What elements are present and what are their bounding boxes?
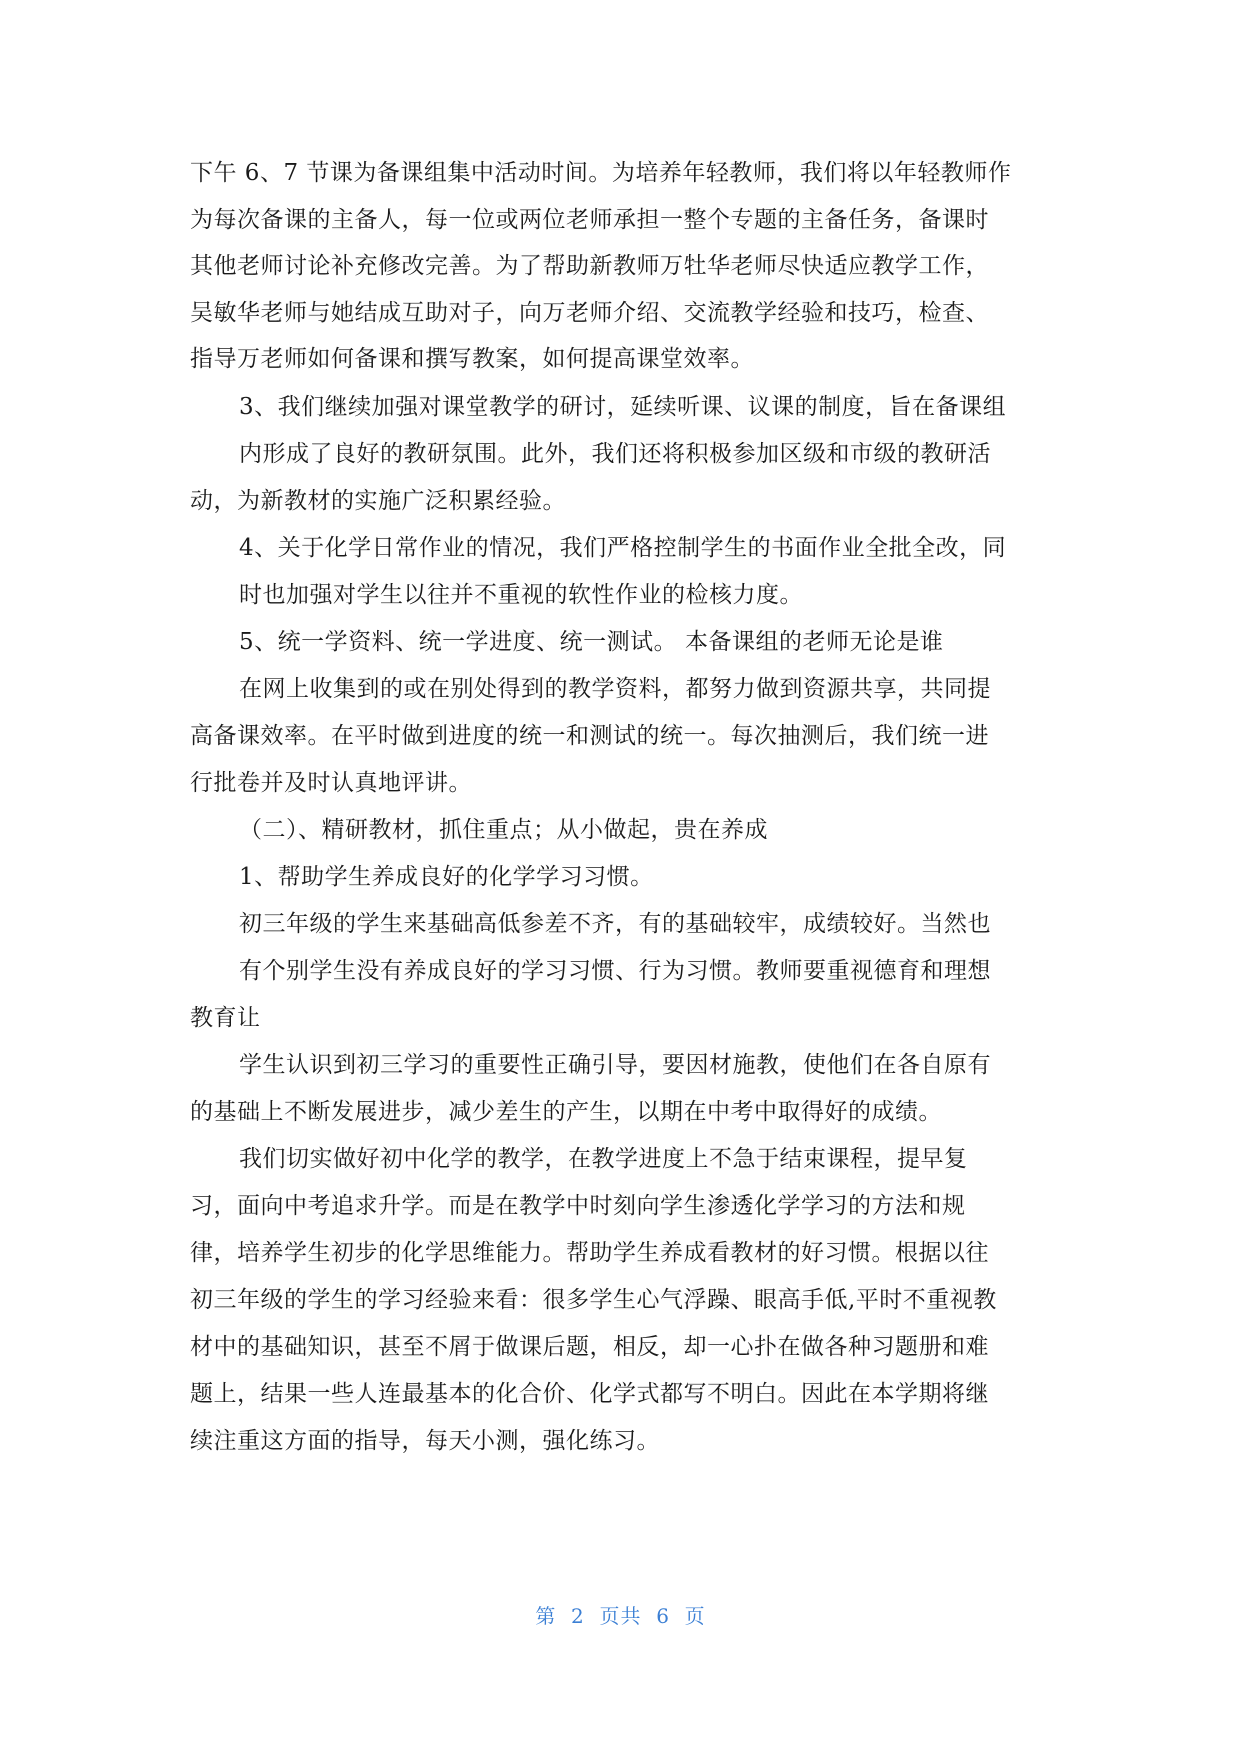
text-line: 我们切实做好初中化学的教学，在教学进度上不急于结束课程，提早复 (239, 1146, 968, 1172)
text-line: 内形成了良好的教研氛围。此外，我们还将积极参加区级和市级的教研活 (239, 441, 991, 467)
text-line: 在网上收集到的或在别处得到的教学资料，都努力做到资源共享，共同提 (239, 676, 991, 702)
text-line: 指导万老师如何备课和撰写教案，如何提高课堂效率。 (190, 346, 754, 372)
text-line: 5、统一学资料、统一学进度、统一测试。 本备课组的老师无论是谁 (239, 629, 944, 655)
text-line: 续注重这方面的指导，每天小测，强化练习。 (190, 1428, 660, 1454)
text-line: 学生认识到初三学习的重要性正确引导，要因材施教，使他们在各自原有 (239, 1052, 991, 1078)
text-line: 下午 6、7 节课为备课组集中活动时间。为培养年轻教师，我们将以年轻教师作 (190, 160, 1012, 186)
text-line: 有个别学生没有养成良好的学习习惯、行为习惯。教师要重视德育和理想 (239, 958, 991, 984)
text-line: 高备课效率。在平时做到进度的统一和测试的统一。每次抽测后，我们统一进 (190, 723, 989, 749)
text-line: 材中的基础知识，甚至不屑于做课后题，相反，却一心扑在做各种习题册和难 (190, 1334, 989, 1360)
text-line: 其他老师讨论补充修改完善。为了帮助新教师万牡华老师尽快适应教学工作， (190, 253, 989, 279)
text-line: 的基础上不断发展进步，减少差生的产生，以期在中考中取得好的成绩。 (190, 1099, 942, 1125)
text-line: 初三年级的学生来基础高低参差不齐，有的基础较牢，成绩较好。当然也 (239, 911, 991, 937)
section-heading: （二）、精研教材，抓住重点；从小做起，贵在养成 (239, 817, 768, 843)
text-line: 初三年级的学生的学习经验来看：很多学生心气浮躁、眼高手低,平时不重视教 (190, 1287, 997, 1313)
text-line: 动，为新教材的实施广泛积累经验。 (190, 488, 566, 514)
text-line: 时也加强对学生以往并不重视的软性作业的检核力度。 (239, 582, 803, 608)
text-line: 1、帮助学生养成良好的化学学习习惯。 (239, 864, 654, 890)
text-line: 习，面向中考追求升学。而是在教学中时刻向学生渗透化学学习的方法和规 (190, 1193, 966, 1219)
text-line: 律，培养学生初步的化学思维能力。帮助学生养成看教材的好习惯。根据以往 (190, 1240, 989, 1266)
text-line: 行批卷并及时认真地评讲。 (190, 770, 472, 796)
text-line: 3、我们继续加强对课堂教学的研讨，延续听课、议课的制度，旨在备课组 (239, 394, 1007, 420)
text-line: 吴敏华老师与她结成互助对子，向万老师介绍、交流教学经验和技巧，检查、 (190, 300, 989, 326)
text-line: 题上，结果一些人连最基本的化合价、化学式都写不明白。因此在本学期将继 (190, 1381, 989, 1407)
text-line: 为每次备课的主备人，每一位或两位老师承担一整个专题的主备任务，备课时 (190, 207, 989, 233)
text-line: 4、关于化学日常作业的情况，我们严格控制学生的书面作业全批全改，同 (239, 535, 1007, 561)
page-number-footer: 第 2 页共 6 页 (535, 1604, 706, 1628)
text-line: 教育让 (190, 1005, 261, 1031)
